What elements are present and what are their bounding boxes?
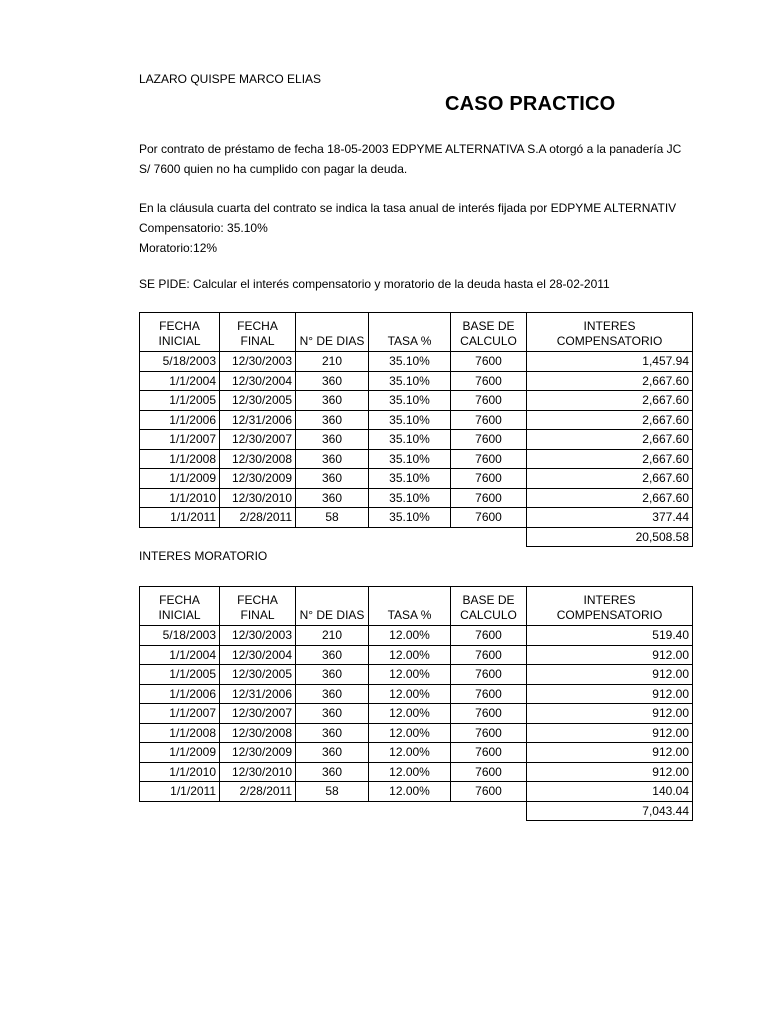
- cell-base: 7600: [451, 782, 527, 802]
- author-name: LAZARO QUISPE MARCO ELIAS: [139, 72, 322, 86]
- header-fecha-final: FECHA FINAL: [220, 313, 296, 352]
- cell-dias: 210: [296, 352, 369, 372]
- cell-dias: 360: [296, 665, 369, 685]
- cell-interes: 2,667.60: [527, 410, 693, 430]
- cell-dias: 360: [296, 391, 369, 411]
- header-text: INICIAL: [158, 334, 201, 348]
- cell-fecha-final: 12/30/2009: [220, 743, 296, 763]
- cell-dias: 360: [296, 704, 369, 724]
- cell-fecha-final: 12/30/2003: [220, 352, 296, 372]
- cell-fecha-inicial: 5/18/2003: [140, 352, 220, 372]
- cell-base: 7600: [451, 449, 527, 469]
- section-title-moratorio: INTERES MORATORIO: [139, 549, 268, 563]
- cell-interes: 912.00: [527, 684, 693, 704]
- cell-interes: 140.04: [527, 782, 693, 802]
- cell-interes: 2,667.60: [527, 488, 693, 508]
- cell-interes: 377.44: [527, 508, 693, 528]
- cell-tasa: 35.10%: [369, 508, 451, 528]
- table-row: [140, 626, 693, 646]
- cell-interes: 2,667.60: [527, 449, 693, 469]
- cell-base: 7600: [451, 684, 527, 704]
- cell-fecha-final: 12/30/2007: [220, 430, 296, 450]
- cell-interes: 2,667.60: [527, 469, 693, 489]
- cell-base: 7600: [451, 645, 527, 665]
- cell-fecha-inicial: 1/1/2008: [140, 449, 220, 469]
- cell-dias: 360: [296, 371, 369, 391]
- header-text: CALCULO: [460, 608, 517, 622]
- cell-base: 7600: [451, 508, 527, 528]
- cell-tasa: 12.00%: [369, 665, 451, 685]
- table-row: [140, 410, 693, 430]
- table-row: [140, 723, 693, 743]
- cell-fecha-final: 12/30/2004: [220, 371, 296, 391]
- cell-fecha-final: 12/31/2006: [220, 684, 296, 704]
- table-row: [140, 371, 693, 391]
- cell-fecha-inicial: 1/1/2010: [140, 762, 220, 782]
- cell-interes: 2,667.60: [527, 430, 693, 450]
- cell-dias: 360: [296, 684, 369, 704]
- cell-tasa: 12.00%: [369, 723, 451, 743]
- cell-tasa: 12.00%: [369, 645, 451, 665]
- task-statement: SE PIDE: Calcular el interés compensatorio y moratorio de la deuda hasta el 28-02-2011: [139, 277, 610, 291]
- cell-base: 7600: [451, 704, 527, 724]
- cell-interes: 912.00: [527, 723, 693, 743]
- cell-base: 7600: [451, 430, 527, 450]
- header-fecha-inicial: [140, 587, 220, 626]
- cell-tasa: 12.00%: [369, 704, 451, 724]
- cell-tasa: 35.10%: [369, 410, 451, 430]
- cell-fecha-inicial: 1/1/2011: [140, 508, 220, 528]
- header-tasa: TASA %: [369, 587, 451, 626]
- cell-interes: 912.00: [527, 645, 693, 665]
- cell-fecha-inicial: 1/1/2004: [140, 645, 220, 665]
- cell-fecha-final: 12/30/2008: [220, 449, 296, 469]
- paragraph-line: Compensatorio: 35.10%: [139, 221, 268, 235]
- cell-dias: 360: [296, 449, 369, 469]
- cell-fecha-inicial: 1/1/2009: [140, 743, 220, 763]
- header-text: INICIAL: [158, 608, 201, 622]
- header-interes: INTERES COMPENSATORIO: [527, 313, 693, 352]
- cell-fecha-final: 12/30/2010: [220, 762, 296, 782]
- table-row: [140, 449, 693, 469]
- table-row: [140, 665, 693, 685]
- header-text: BASE DE: [462, 593, 515, 607]
- header-text: BASE DE: [462, 319, 515, 333]
- header-dias: N° DE DIAS: [296, 587, 369, 626]
- table-row: [140, 469, 693, 489]
- cell-tasa: 35.10%: [369, 371, 451, 391]
- header-base: [451, 587, 527, 626]
- cell-fecha-final: 12/30/2009: [220, 469, 296, 489]
- cell-fecha-inicial: 1/1/2007: [140, 430, 220, 450]
- header-tasa: TASA %: [369, 313, 451, 352]
- cell-base: 7600: [451, 626, 527, 646]
- cell-dias: 360: [296, 762, 369, 782]
- cell-fecha-inicial: 1/1/2005: [140, 665, 220, 685]
- cell-tasa: 35.10%: [369, 469, 451, 489]
- cell-fecha-final: 12/30/2004: [220, 645, 296, 665]
- cell-base: 7600: [451, 743, 527, 763]
- compensatorio-table: [139, 312, 693, 547]
- total-value: 7,043.44: [527, 801, 693, 821]
- cell-fecha-inicial: 1/1/2006: [140, 410, 220, 430]
- cell-interes: 519.40: [527, 626, 693, 646]
- cell-dias: 58: [296, 508, 369, 528]
- header-row: [140, 587, 693, 626]
- cell-tasa: 12.00%: [369, 782, 451, 802]
- cell-base: 7600: [451, 723, 527, 743]
- header-dias: N° DE DIAS: [296, 313, 369, 352]
- cell-tasa: 35.10%: [369, 488, 451, 508]
- header-fecha-inicial: [140, 313, 220, 352]
- cell-tasa: 12.00%: [369, 762, 451, 782]
- document-title: CASO PRACTICO: [445, 93, 616, 115]
- cell-tasa: 35.10%: [369, 449, 451, 469]
- cell-tasa: 35.10%: [369, 352, 451, 372]
- total-spacer: [140, 801, 527, 821]
- table-row: [140, 645, 693, 665]
- cell-fecha-final: 12/30/2007: [220, 704, 296, 724]
- cell-fecha-final: 12/30/2008: [220, 723, 296, 743]
- cell-dias: 58: [296, 782, 369, 802]
- clause-paragraph: [139, 198, 676, 258]
- paragraph-line: Moratorio:12%: [139, 241, 218, 255]
- cell-fecha-final: 2/28/2011: [220, 508, 296, 528]
- cell-dias: 360: [296, 430, 369, 450]
- header-row: [140, 313, 693, 352]
- total-value: 20,508.58: [527, 527, 693, 547]
- cell-fecha-inicial: 1/1/2011: [140, 782, 220, 802]
- header-text: FECHA: [159, 593, 200, 607]
- cell-fecha-inicial: 1/1/2008: [140, 723, 220, 743]
- cell-dias: 360: [296, 645, 369, 665]
- cell-interes: 912.00: [527, 665, 693, 685]
- table-row: [140, 684, 693, 704]
- table-row: [140, 762, 693, 782]
- cell-interes: 2,667.60: [527, 371, 693, 391]
- cell-interes: 1,457.94: [527, 352, 693, 372]
- cell-interes: 912.00: [527, 743, 693, 763]
- cell-dias: 210: [296, 626, 369, 646]
- cell-tasa: 12.00%: [369, 626, 451, 646]
- cell-dias: 360: [296, 410, 369, 430]
- cell-dias: 360: [296, 469, 369, 489]
- cell-fecha-inicial: 1/1/2004: [140, 371, 220, 391]
- cell-base: 7600: [451, 665, 527, 685]
- cell-dias: 360: [296, 488, 369, 508]
- paragraph-line: En la cláusula cuarta del contrato se indica la tasa anual de interés fijada por EDPYME ALTERNATIV: [139, 201, 677, 215]
- cell-base: 7600: [451, 469, 527, 489]
- cell-base: 7600: [451, 371, 527, 391]
- table-row: [140, 430, 693, 450]
- compensatorio-body: [140, 313, 693, 547]
- cell-tasa: 35.10%: [369, 430, 451, 450]
- cell-tasa: 35.10%: [369, 391, 451, 411]
- cell-interes: 2,667.60: [527, 391, 693, 411]
- cell-interes: 912.00: [527, 762, 693, 782]
- cell-fecha-final: 2/28/2011: [220, 782, 296, 802]
- cell-fecha-inicial: 1/1/2009: [140, 469, 220, 489]
- cell-fecha-final: 12/30/2003: [220, 626, 296, 646]
- cell-base: 7600: [451, 410, 527, 430]
- header-interes: INTERES COMPENSATORIO: [527, 587, 693, 626]
- table-row: [140, 743, 693, 763]
- total-row: [140, 801, 693, 821]
- header-text: CALCULO: [460, 334, 517, 348]
- cell-base: 7600: [451, 352, 527, 372]
- cell-tasa: 12.00%: [369, 743, 451, 763]
- total-spacer: [140, 527, 527, 547]
- header-base: [451, 313, 527, 352]
- cell-tasa: 12.00%: [369, 684, 451, 704]
- moratorio-table: [139, 586, 693, 821]
- paragraph-line: Por contrato de préstamo de fecha 18-05-2003 EDPYME ALTERNATIVA S.A otorgó a la panadería JC: [139, 142, 682, 156]
- cell-fecha-final: 12/30/2010: [220, 488, 296, 508]
- cell-base: 7600: [451, 488, 527, 508]
- cell-interes: 912.00: [527, 704, 693, 724]
- cell-fecha-final: 12/31/2006: [220, 410, 296, 430]
- table-row: [140, 704, 693, 724]
- cell-fecha-inicial: 1/1/2010: [140, 488, 220, 508]
- cell-fecha-inicial: 5/18/2003: [140, 626, 220, 646]
- cell-fecha-final: 12/30/2005: [220, 665, 296, 685]
- cell-dias: 360: [296, 723, 369, 743]
- table-row: [140, 782, 693, 802]
- cell-base: 7600: [451, 762, 527, 782]
- cell-dias: 360: [296, 743, 369, 763]
- paragraph-line: S/ 7600 quien no ha cumplido con pagar la deuda.: [139, 162, 408, 176]
- cell-base: 7600: [451, 391, 527, 411]
- table-row: [140, 508, 693, 528]
- cell-fecha-inicial: 1/1/2005: [140, 391, 220, 411]
- contract-paragraph: [139, 139, 681, 179]
- table-row: [140, 488, 693, 508]
- header-text: FECHA: [159, 319, 200, 333]
- cell-fecha-inicial: 1/1/2006: [140, 684, 220, 704]
- cell-fecha-inicial: 1/1/2007: [140, 704, 220, 724]
- moratorio-body: [140, 587, 693, 821]
- header-fecha-final: FECHA FINAL: [220, 587, 296, 626]
- cell-fecha-final: 12/30/2005: [220, 391, 296, 411]
- table-row: [140, 391, 693, 411]
- total-row: [140, 527, 693, 547]
- table-row: [140, 352, 693, 372]
